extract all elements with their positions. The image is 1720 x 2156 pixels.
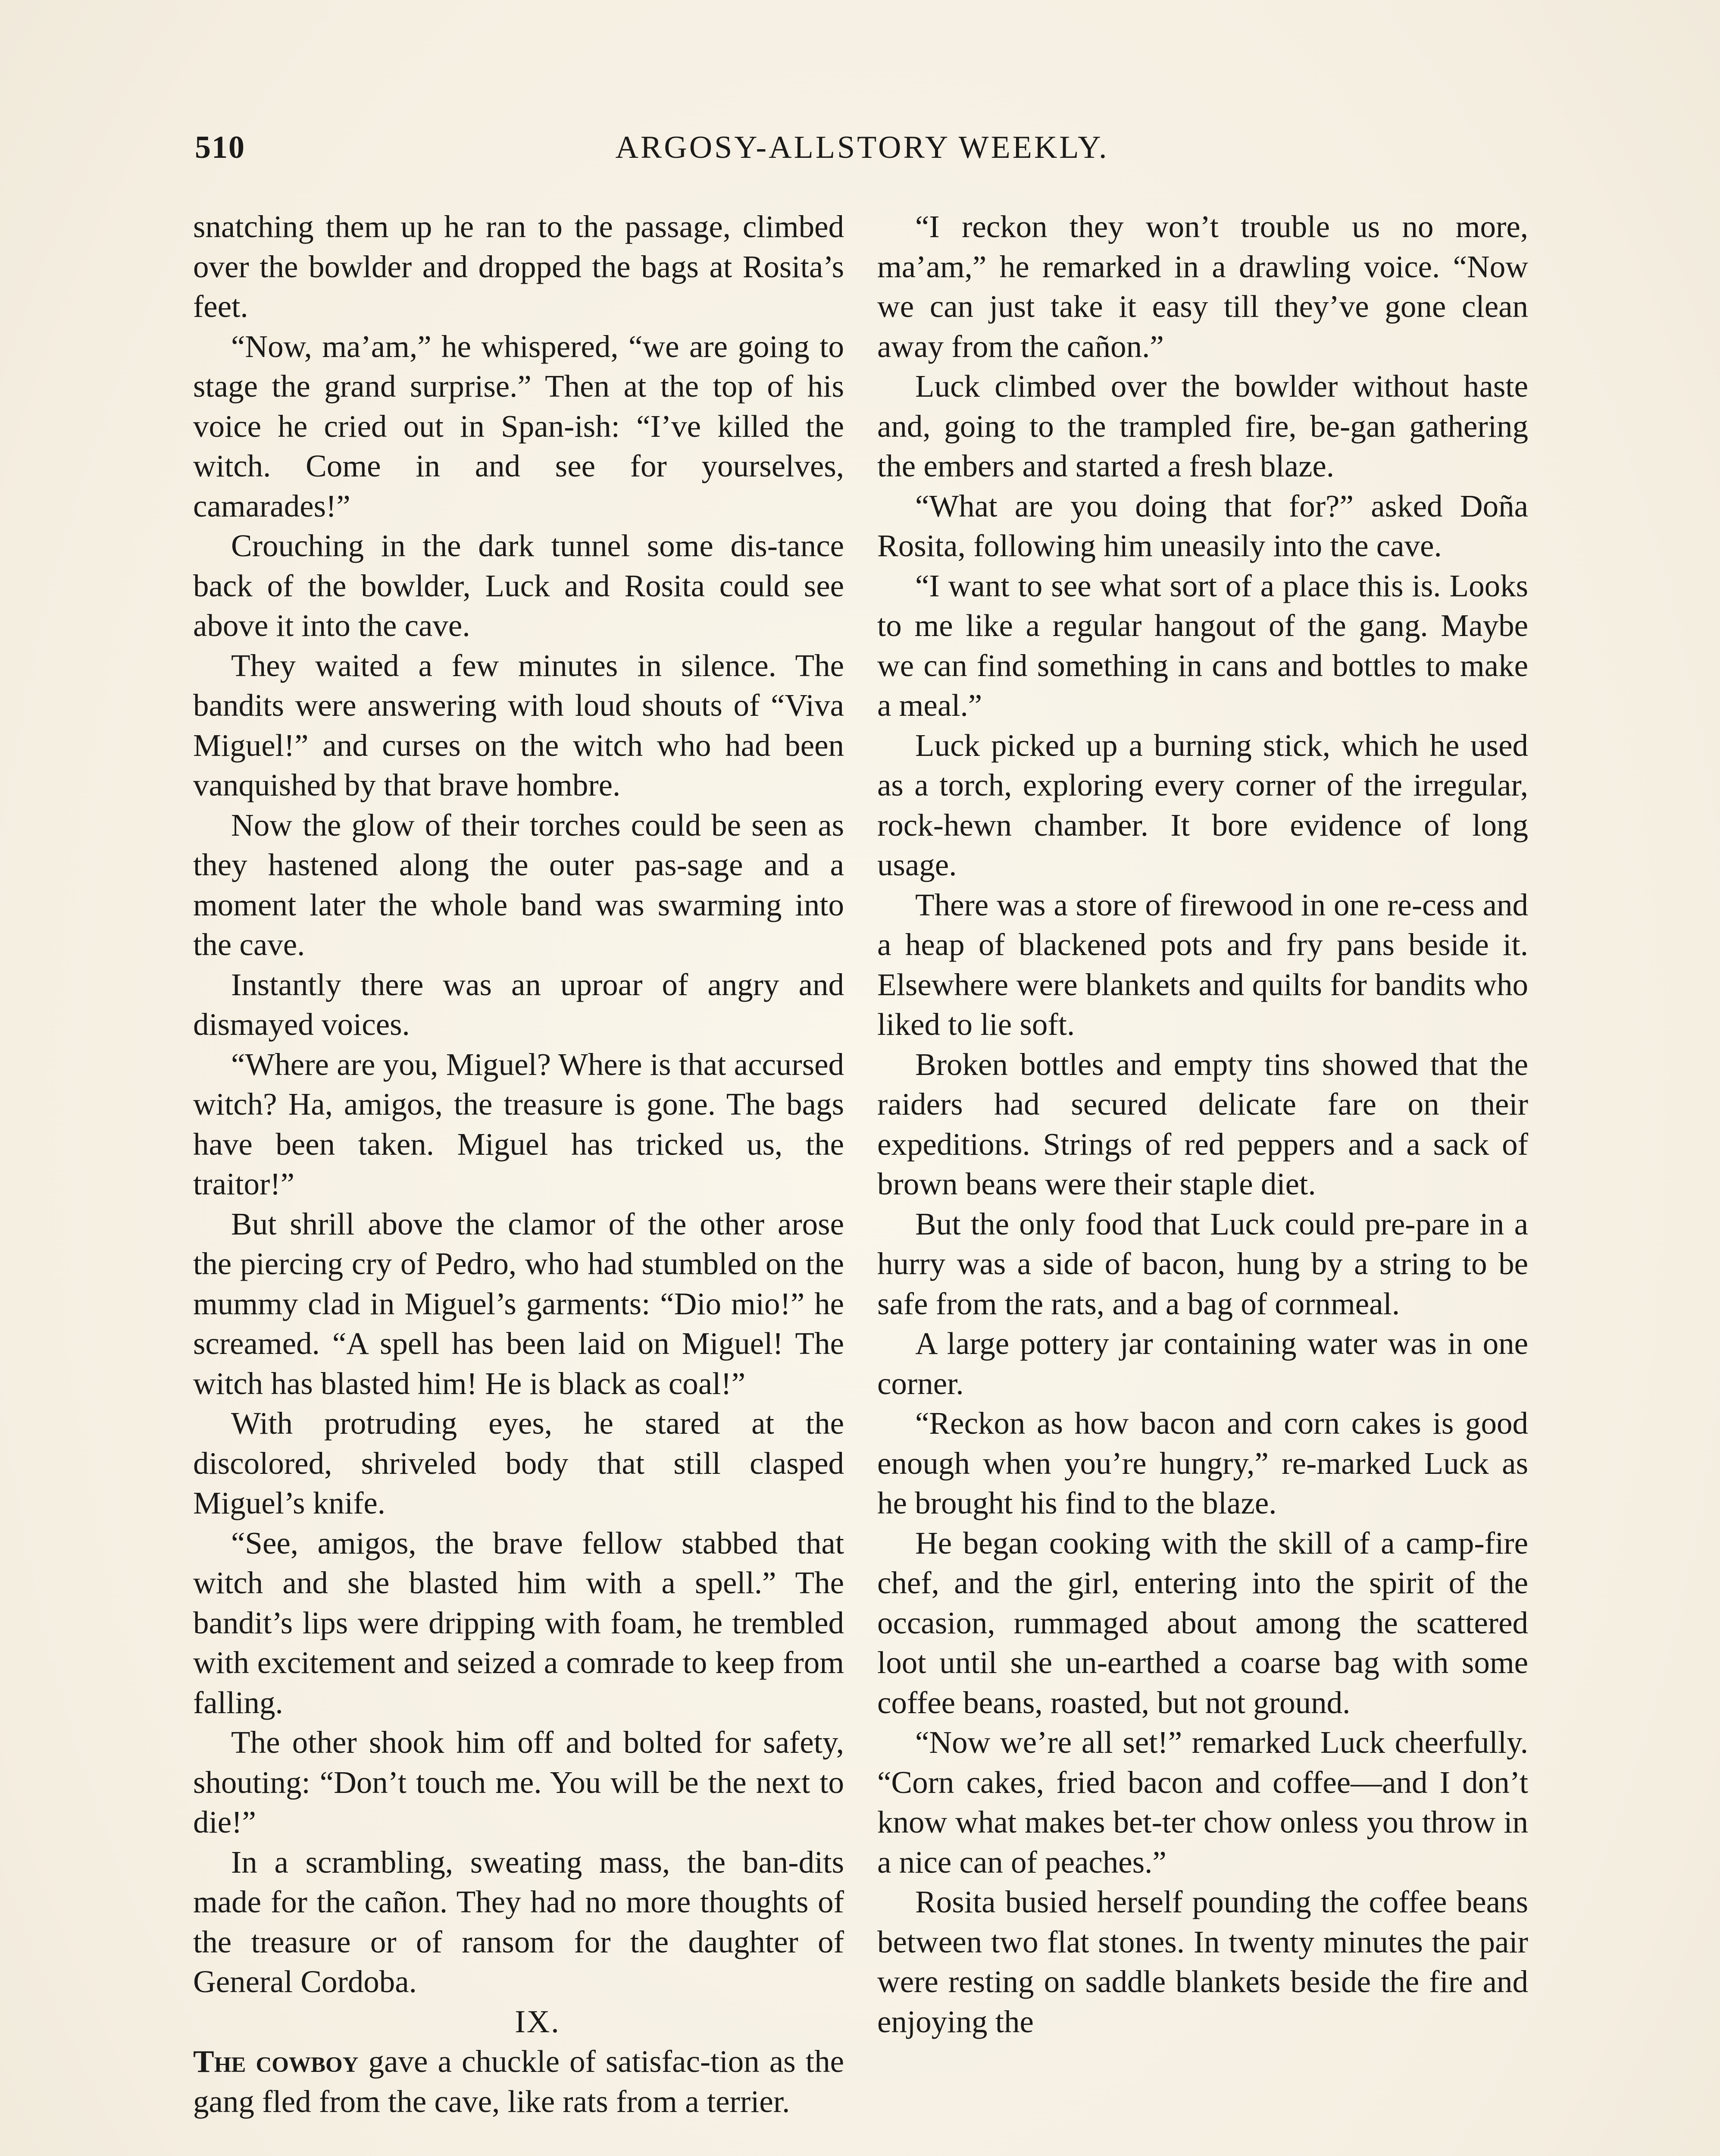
paragraph: Broken bottles and empty tins showed that the raiders had secured delicate fare on their expeditions. Strings of red peppers and a sack of brown beans were their staple diet. xyxy=(877,1047,1528,1201)
paragraph: Luck climbed over the bowlder without haste and, going to the trampled fire, be-gan gathering the embers and started a fresh blaze. xyxy=(877,369,1528,483)
paragraph: But shrill above the clamor of the other arose the piercing cry of Pedro, who had stumbled on the mummy clad in Miguel’s garments: “Dio mio!” he screamed. “A spell has been laid on Miguel! The witch has blasted him! He is black as coal!” xyxy=(193,1206,844,1401)
paragraph: There was a store of firewood in one re-cess and a heap of blackened pots and fry pans beside it. Elsewhere were blankets and quilts for bandits who liked to lie soft. xyxy=(877,887,1528,1042)
paragraph: “I reckon they won’t trouble us no more, ma’am,” he remarked in a drawling voice. “Now we can just take it easy till they’ve gone clean away from the cañon.” xyxy=(877,209,1528,364)
paragraph: “I want to see what sort of a place this is. Looks to me like a regular hangout of the gang. Maybe we can find something in cans and bottles to make a meal.” xyxy=(877,568,1528,723)
paragraph: They waited a few minutes in silence. The bandits were answering with loud shouts of “Viva Miguel!” and curses on the witch who had been vanquished by that brave hombre. xyxy=(193,648,844,802)
small-caps-lead: The cowboy xyxy=(193,2044,359,2079)
opening-text: gave a chuckle of satisfac-tion as the gang fled from the cave, like rats from a terrier. xyxy=(193,2044,844,2119)
paragraph: In a scrambling, sweating mass, the ban-dits made for the cañon. They had no more thoughts of the treasure or of ransom for the daughter of General Cordoba. xyxy=(193,1844,844,1999)
section-opening-paragraph xyxy=(193,2042,844,2122)
paragraph: Crouching in the dark tunnel some dis-tance back of the bowlder, Luck and Rosita could see above it into the cave. xyxy=(193,528,844,643)
paragraph: snatching them up he ran to the passage, climbed over the bowlder and dropped the bags at Rosita’s feet. xyxy=(193,209,844,324)
page-header xyxy=(195,129,1529,181)
paragraph: “Where are you, Miguel? Where is that accursed witch? Ha, amigos, the treasure is gone. The bags have been taken. Miguel has tricked us, the traitor!” xyxy=(193,1047,844,1201)
section-heading: IX. xyxy=(515,2004,560,2040)
paragraph: Rosita busied herself pounding the coffee beans between two flat stones. In twenty minutes the pair were resting on saddle blankets beside the fire and enjoying the xyxy=(877,1884,1528,2039)
paragraph: With protruding eyes, he stared at the discolored, shriveled body that still clasped Miguel’s knife. xyxy=(193,1406,844,1520)
page-number: 510 xyxy=(195,130,245,165)
paragraph: “Now, ma’am,” he whispered, “we are going to stage the grand surprise.” Then at the top of his voice he cried out in Span-ish: “I’ve killed the witch. Come in and see for yourselves, camarades!” xyxy=(193,329,844,523)
paragraph: The other shook him off and bolted for safety, shouting: “Don’t touch me. You will be the next to die!” xyxy=(193,1725,844,1839)
running-title: ARGOSY-ALLSTORY WEEKLY. xyxy=(615,130,1109,165)
paragraph: He began cooking with the skill of a camp-fire chef, and the girl, entering into the spirit of the occasion, rummaged about among the scattered loot until she un-earthed a coarse bag with some coffee beans, roasted, but not ground. xyxy=(877,1525,1528,1720)
right-column xyxy=(877,207,1528,2042)
paragraph: “What are you doing that for?” asked Doña Rosita, following him uneasily into the cave. xyxy=(877,488,1528,563)
paragraph: “See, amigos, the brave fellow stabbed that witch and she blasted him with a spell.” The bandit’s lips were dripping with foam, he trembled with excitement and seized a comrade to keep from falling. xyxy=(193,1525,844,1720)
paragraph: Instantly there was an uproar of angry and dismayed voices. xyxy=(193,967,844,1042)
paragraph: “Reckon as how bacon and corn cakes is good enough when you’re hungry,” re-marked Luck as he brought his find to the blaze. xyxy=(877,1406,1528,1520)
left-column xyxy=(193,207,844,2122)
paragraph: A large pottery jar containing water was in one corner. xyxy=(877,1326,1528,1401)
paragraph: Now the glow of their torches could be seen as they hastened along the outer pas-sage and a moment later the whole band was swarming into the cave. xyxy=(193,807,844,962)
paragraph: “Now we’re all set!” remarked Luck cheerfully. “Corn cakes, fried bacon and coffee—and I don’t know what makes bet-ter chow onless you throw in a nice can of peaches.” xyxy=(877,1725,1528,1880)
paragraph: But the only food that Luck could pre-pare in a hurry was a side of bacon, hung by a string to be safe from the rats, and a bag of cornmeal. xyxy=(877,1206,1528,1321)
paragraph: Luck picked up a burning stick, which he used as a torch, exploring every corner of the irregular, rock-hewn chamber. It bore evidence of long usage. xyxy=(877,727,1528,882)
